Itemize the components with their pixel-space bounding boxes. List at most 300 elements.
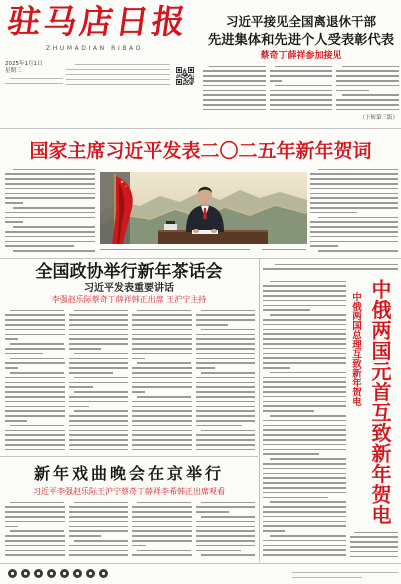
qr-module (184, 70, 185, 71)
body-column (196, 308, 256, 452)
qr-module (193, 79, 194, 80)
text-line (275, 264, 398, 266)
body-column (203, 64, 266, 114)
qr-module (177, 77, 178, 78)
text-line (5, 511, 65, 513)
qr-module (188, 81, 189, 82)
text-line (69, 521, 129, 523)
text-line (5, 245, 74, 247)
qr-module (191, 76, 192, 77)
text-line (196, 449, 256, 451)
opera-gala-headline: 新年戏曲晚会在京举行 (33, 464, 224, 483)
text-line (5, 221, 23, 223)
qr-module (185, 75, 186, 76)
text-line (318, 250, 398, 252)
text-line (350, 556, 398, 558)
text-line (310, 197, 398, 199)
text-line (5, 217, 95, 219)
text-line (263, 521, 346, 523)
text-line (5, 439, 65, 441)
text-line (196, 530, 256, 532)
qr-module (179, 74, 180, 75)
header-divider (0, 128, 401, 129)
text-line (5, 353, 43, 355)
continued-note: （下转第三版） (359, 115, 398, 121)
text-line (74, 540, 128, 542)
qr-module (185, 76, 186, 77)
qr-module (190, 69, 193, 72)
text-line (350, 546, 398, 548)
text-line (5, 188, 95, 190)
qr-module (183, 82, 184, 83)
text-line (69, 358, 129, 360)
text-line (310, 241, 398, 243)
qr-module (186, 76, 187, 77)
footer-divider (0, 563, 401, 564)
text-line (201, 516, 255, 518)
text-line (263, 463, 346, 465)
qr-module (183, 71, 184, 72)
qr-module (184, 75, 185, 76)
qr-module (179, 76, 180, 77)
text-line (196, 439, 256, 441)
text-line (203, 70, 266, 72)
qr-module (192, 82, 193, 83)
text-line (5, 319, 65, 321)
text-line (263, 290, 346, 292)
text-line (132, 338, 192, 340)
text-line (196, 324, 229, 326)
issue-weekday: 星期三 (5, 68, 22, 74)
qr-module (183, 77, 184, 78)
qr-module (193, 82, 194, 83)
text-line (263, 468, 346, 470)
text-line (137, 362, 191, 364)
qr-module (188, 80, 189, 81)
qr-module (191, 79, 192, 80)
text-line (69, 545, 129, 547)
body-column (69, 500, 129, 560)
text-line (5, 338, 18, 340)
text-line (270, 99, 333, 101)
text-line (203, 99, 266, 101)
text-line (263, 545, 346, 547)
text-line (75, 64, 170, 65)
qr-module (176, 76, 177, 77)
text-line (263, 492, 346, 494)
text-line (66, 84, 170, 85)
text-line (263, 434, 346, 436)
text-line (203, 94, 266, 96)
qr-module (186, 84, 187, 85)
text-line (13, 169, 95, 171)
text-line (196, 420, 256, 422)
text-line (263, 353, 346, 355)
text-line (270, 109, 333, 111)
text-line (263, 530, 285, 532)
qr-module (187, 80, 188, 81)
text-line (203, 90, 266, 92)
text-line (310, 212, 357, 214)
body-column (132, 308, 192, 452)
text-line (263, 381, 346, 383)
issue-date: 2025年1月1日 (5, 61, 43, 67)
text-line (69, 367, 129, 369)
qr-module (185, 84, 186, 85)
newspaper-pinyin: ZHUMADIAN RIBAO (46, 45, 143, 52)
text-line (196, 550, 241, 552)
body-column (69, 308, 129, 452)
speaker-hand (193, 229, 199, 233)
text-line (196, 406, 256, 408)
qr-module (191, 77, 192, 78)
qr-module (191, 78, 192, 79)
text-line (270, 80, 282, 82)
text-line (263, 420, 346, 422)
text-line (132, 554, 192, 556)
text-line (310, 193, 398, 195)
qr-module (179, 77, 180, 78)
text-line (69, 372, 114, 374)
text-line (132, 434, 192, 436)
qr-module (190, 79, 191, 80)
text-line (5, 391, 65, 393)
text-line (69, 343, 129, 345)
text-line (270, 415, 346, 417)
top-story-body (203, 64, 399, 114)
text-line (310, 207, 398, 209)
media-logo-icon (21, 569, 30, 578)
text-line (350, 551, 398, 553)
text-line (196, 506, 256, 508)
text-line (137, 310, 191, 312)
speaker-hand (211, 229, 217, 233)
text-line (263, 329, 346, 331)
qr-module (191, 82, 192, 83)
text-line (350, 541, 398, 543)
text-line (69, 415, 129, 417)
text-line (100, 249, 250, 251)
text-line (5, 434, 65, 436)
text-line (203, 85, 266, 87)
text-line (196, 521, 256, 523)
qr-module (184, 83, 185, 84)
text-line (132, 353, 192, 355)
qr-module (184, 80, 185, 81)
qr-module (183, 84, 184, 85)
lead-story-right-column (310, 167, 398, 256)
text-line (137, 502, 191, 504)
qr-module (188, 84, 189, 85)
text-line (336, 90, 369, 92)
text-line (196, 348, 256, 350)
text-line (263, 439, 346, 441)
media-logo-icon (86, 569, 95, 578)
text-line (132, 406, 192, 408)
text-line (5, 362, 65, 364)
qr-module (178, 81, 181, 84)
text-line (196, 377, 256, 379)
text-line (132, 334, 192, 336)
qr-module (191, 82, 192, 83)
text-line (310, 245, 338, 247)
text-line (69, 382, 129, 384)
text-line (196, 410, 256, 412)
text-line (336, 75, 399, 77)
qr-module (193, 76, 194, 77)
text-line (5, 430, 65, 432)
qr-module (191, 78, 192, 79)
qr-module (185, 75, 186, 76)
text-line (10, 372, 64, 374)
text-line (69, 314, 129, 316)
qr-module (185, 79, 186, 80)
text-line (263, 391, 346, 393)
text-line (132, 377, 192, 379)
qr-module (189, 80, 190, 81)
text-line (5, 334, 65, 336)
qr-module (186, 81, 187, 82)
text-line (69, 550, 129, 552)
text-line (263, 482, 346, 484)
text-line (310, 173, 398, 175)
sino-russia-headline: 中俄两国元首互致新年贺电 (368, 279, 392, 525)
media-logo-icon (73, 569, 82, 578)
text-line (310, 183, 398, 185)
text-line (263, 386, 346, 388)
text-line (132, 401, 192, 403)
text-line (203, 104, 266, 106)
qr-module (190, 76, 191, 77)
text-line (5, 526, 18, 528)
text-line (69, 348, 101, 350)
qr-module (191, 81, 192, 82)
qr-module (187, 75, 188, 76)
text-line (263, 343, 346, 345)
text-line (69, 530, 129, 532)
qr-module (179, 75, 180, 76)
text-line (201, 310, 255, 312)
text-line (132, 530, 192, 532)
text-line (350, 536, 398, 538)
text-line (336, 99, 399, 101)
text-line (132, 358, 145, 360)
text-line (196, 367, 215, 369)
qr-module (178, 76, 179, 77)
qr-module (187, 84, 188, 85)
photo-credit (262, 247, 306, 252)
qr-module (189, 78, 190, 79)
body-column (132, 500, 192, 560)
qr-module (191, 84, 192, 85)
qr-module (191, 80, 192, 81)
text-line (132, 444, 192, 446)
text-line (132, 372, 192, 374)
text-line (5, 241, 95, 243)
text-line (66, 69, 170, 70)
sino-russia-body-tail (350, 530, 398, 561)
text-line (263, 362, 346, 364)
qr-module (193, 75, 194, 76)
qr-module (178, 69, 181, 72)
qr-module (190, 82, 191, 83)
qr-module (185, 68, 186, 69)
text-line (10, 343, 64, 345)
qr-module (186, 73, 187, 74)
qr-module (189, 83, 190, 84)
text-line (196, 511, 229, 513)
text-line (69, 401, 129, 403)
text-line (263, 367, 290, 369)
text-line (13, 207, 95, 209)
text-line (69, 425, 129, 427)
text-line (5, 406, 65, 408)
text-line (132, 535, 192, 537)
qr-module (185, 72, 186, 73)
qr-module (191, 76, 192, 77)
text-line (5, 535, 65, 537)
text-line (137, 550, 191, 552)
text-line (132, 516, 192, 518)
text-line (310, 202, 398, 204)
text-line (5, 382, 65, 384)
text-line (132, 545, 146, 547)
text-line (74, 502, 128, 504)
section-divider (0, 258, 401, 259)
media-logo-icon (99, 569, 108, 578)
text-line (196, 314, 256, 316)
text-line (336, 109, 399, 111)
text-line (270, 314, 346, 316)
text-line (270, 458, 346, 460)
text-line (5, 545, 65, 547)
photo-caption (100, 247, 250, 252)
text-line (270, 535, 346, 537)
text-line (5, 449, 65, 451)
text-line (69, 362, 129, 364)
qr-module (177, 76, 178, 77)
text-line (263, 511, 346, 513)
qr-module (185, 76, 186, 77)
qr-module (186, 74, 187, 75)
text-line (263, 285, 346, 287)
text-line (5, 377, 65, 379)
qr-module (186, 82, 187, 83)
text-line (310, 236, 398, 238)
text-line (5, 236, 95, 238)
body-column (270, 64, 333, 114)
lead-story-headline: 国家主席习近平发表二〇二五年新年贺词 (29, 140, 372, 162)
text-line (270, 75, 333, 77)
media-logo-icon (8, 569, 17, 578)
qr-module (188, 76, 189, 77)
opera-gala-body (5, 500, 255, 560)
text-line (5, 396, 65, 398)
text-line (69, 406, 89, 408)
text-line (5, 212, 95, 214)
text-line (69, 535, 102, 537)
qr-module (187, 77, 188, 78)
qr-module (186, 77, 187, 78)
text-line (270, 70, 333, 72)
text-line (132, 324, 192, 326)
text-line (74, 310, 128, 312)
qr-module (192, 78, 193, 79)
text-line (132, 415, 192, 417)
text-line (5, 415, 65, 417)
text-line (132, 526, 192, 528)
text-line (196, 382, 256, 384)
qr-module (184, 69, 185, 70)
qr-module (185, 83, 186, 84)
text-line (132, 449, 192, 451)
newspaper-title: 驻马店日报 (5, 2, 191, 41)
text-line (5, 329, 65, 331)
qr-module (185, 72, 186, 73)
text-line (132, 382, 192, 384)
qr-module (185, 76, 186, 77)
text-line (263, 453, 319, 455)
text-line (10, 425, 64, 427)
text-line (196, 362, 256, 364)
text-line (342, 66, 399, 68)
text-line (5, 386, 65, 388)
text-line (336, 80, 399, 82)
text-line (5, 202, 23, 204)
desk-phone (164, 224, 177, 230)
qr-module (185, 73, 186, 74)
text-line (270, 372, 346, 374)
text-line (69, 439, 129, 441)
text-line (196, 526, 256, 528)
sino-russia-subhead: 中俄两国总理互致新年贺电 (350, 292, 361, 406)
qr-module (189, 75, 190, 76)
text-line (263, 473, 346, 475)
sino-russia-body (263, 279, 346, 561)
text-line (5, 367, 18, 369)
text-line (69, 386, 93, 388)
text-line (196, 401, 256, 403)
footer-editor-credits (292, 570, 398, 580)
text-line (262, 249, 306, 251)
text-line (13, 226, 95, 228)
text-line (263, 516, 346, 518)
text-line (13, 250, 95, 252)
text-line (292, 572, 398, 573)
text-line (5, 324, 65, 326)
text-line (263, 410, 314, 412)
text-line (201, 430, 255, 432)
text-line (132, 430, 192, 432)
text-line (196, 425, 243, 427)
qr-module (179, 76, 180, 77)
text-line (5, 444, 65, 446)
text-line (263, 487, 346, 489)
text-line (270, 94, 333, 96)
text-line (5, 506, 65, 508)
text-line (196, 391, 256, 393)
text-line (263, 333, 346, 335)
text-line (69, 329, 129, 331)
text-line (132, 425, 192, 427)
section-divider (0, 456, 258, 457)
qr-module (180, 76, 181, 77)
qr-module (185, 70, 186, 71)
text-line (132, 540, 192, 542)
text-line (275, 66, 332, 68)
text-line (196, 386, 256, 388)
text-line (69, 554, 129, 556)
